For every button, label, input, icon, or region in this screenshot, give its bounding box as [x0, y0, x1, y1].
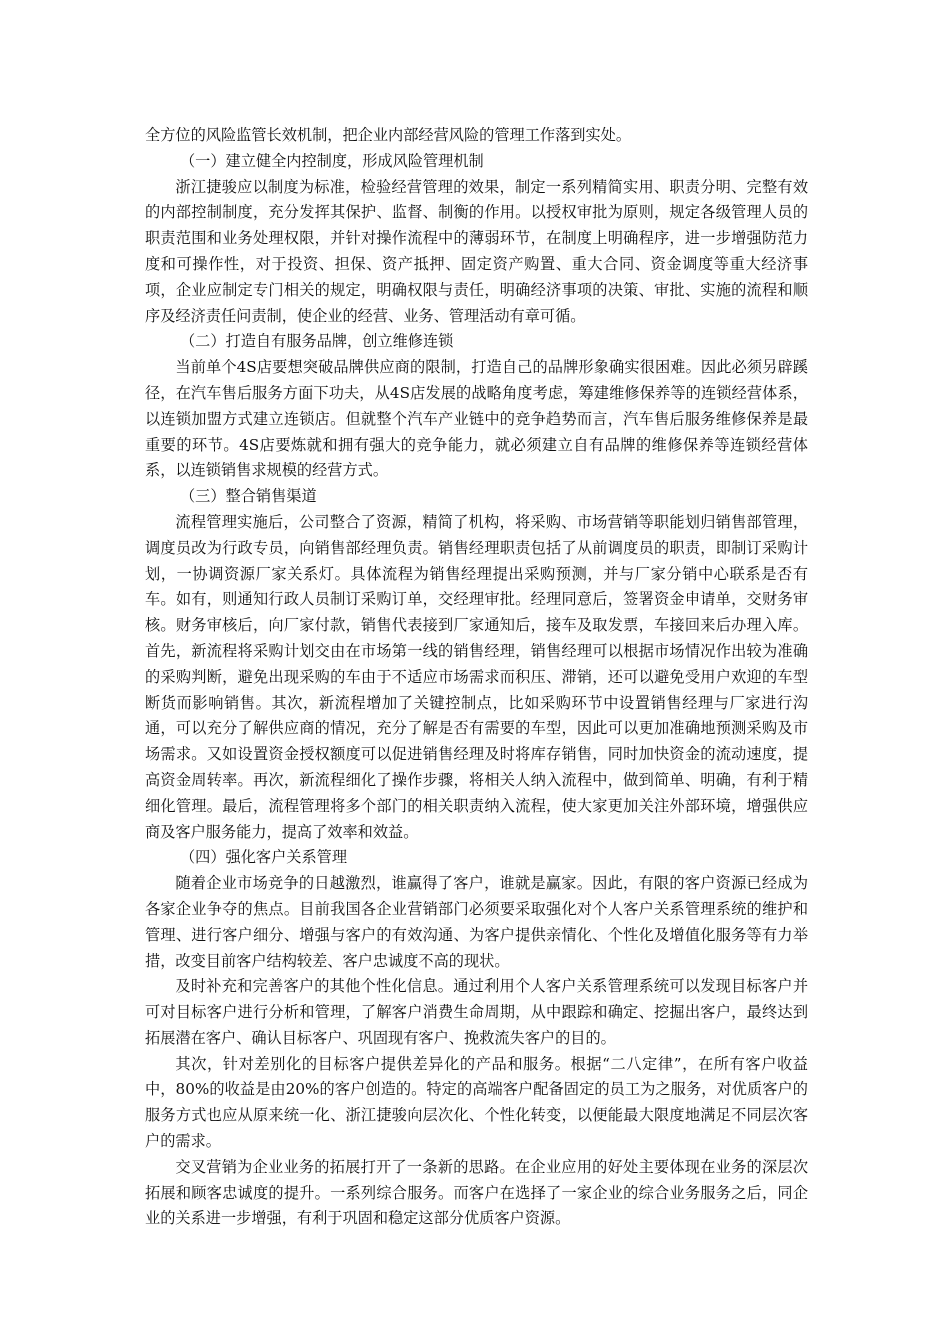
paragraph: 随着企业市场竞争的日越激烈，谁赢得了客户，谁就是赢家。因此，有限的客户资源已经成为各家企业争夺的焦点。目前我国各企业营销部门必须要采取强化对个人客户关系管理系统的维护和管理、进行客户细分、增强与客户的有效沟通、为客户提供亲情化、个性化及增值化服务等有力举措，改变目前客户结构较差、客户忠诚度不高的现状。: [145, 874, 808, 970]
paragraph: 其次，针对差别化的目标客户提供差异化的产品和服务。根据“二八定律”，在所有客户收益中，80%的收益是由20%的客户创造的。特定的高端客户配备固定的员工为之服务，对优质客户的服务方式也应从原来统一化、浙江捷骏向层次化、个性化转变，以便能最大限度地满足不同层次客户的需求。: [145, 1054, 808, 1151]
paragraph: 浙江捷骏应以制度为标准，检验经营管理的效果，制定一系列精简实用、职责分明、完整有效的内部控制制度，充分发挥其保护、监督、制衡的作用。以授权审批为原则，规定各级管理人员的职责范围和业务处理权限，并针对操作流程中的薄弱环节，在制度上明确程序，进一步增强防范力度和可操作性，对于投资、担保、资产抵押、固定资产购置、重大合同、资金调度等重大经济事项，企业应制定专门相关的规定，明确权限与责任，明确经济事项的决策、审批、实施的流程和顺序及经济责任问责制，使企业的经营、业务、管理活动有章可循。: [145, 177, 808, 325]
section-heading-4: （四）强化客户关系管理: [179, 848, 348, 867]
paragraph: 流程管理实施后，公司整合了资源，精简了机构，将采购、市场营销等职能划归销售部管理，调度员改为行政专员，向销售部经理负责。销售经理职责包括了从前调度员的职责，即制订采购计划，一协调资源厂家关系灯。具体流程为销售经理提出采购预测，并与厂家分销中心联系是否有车。如有，则通知行政人员制订采购订单，交经理审批。经理同意后，签署资金申请单，交财务审核。财务审核后，向厂家付款，销售代表接到厂家通知后，接车及取发票，车接回来后办理入库。首先，新流程将采购计划交由在市场第一线的销售经理，销售经理可以根据市场情况作出较为准确的采购判断，避免出现采购的车由于不适应市场需求而积压、滞销，还可以避免受用户欢迎的车型断货而影响销售。其次，新流程增加了关键控制点，比如采购环节中设置销售经理与厂家进行沟通，可以充分了解供应商的情况，充分了解是否有需要的车型，因此可以更加准确地预测采购及市场需求。又如设置资金授权额度可以促进销售经理及时将库存销售，同时加快资金的流动速度，提高资金周转率。再次，新流程细化了操作步骤，将相关人纳入流程中，做到简单、明确，有利于精细化管理。最后，流程管理将多个部门的相关职责纳入流程，使大家更加关注外部环境，增强供应商及客户服务能力，提高了效率和效益。: [145, 512, 808, 841]
paragraph-continued: 全方位的风险监管长效机制，把企业内部经营风险的管理工作落到实处。: [145, 126, 631, 144]
section-heading-1: （一）建立健全内控制度，形成风险管理机制: [179, 151, 484, 170]
section-heading-3: （三）整合销售渠道: [179, 487, 317, 506]
paragraph: 及时补充和完善客户的其他个性化信息。通过利用个人客户关系管理系统可以发现目标客户并可对目标客户进行分析和管理，了解客户消费生命周期，从中跟踪和确定、挖掘出客户，最终达到拓展潜在客户、确认目标客户、巩固现有客户、挽救流失客户的目的。: [145, 977, 808, 1047]
document-body: [145, 123, 808, 1232]
paragraph: 当前单个4S店要想突破品牌供应商的限制，打造自己的品牌形象确实很困难。因此必须另辟蹊径，在汽车售后服务方面下功夫，从4S店发展的战略角度考虑，筹建维修保养等的连锁经营体系，以连锁加盟方式建立连锁店。但就整个汽车产业链中的竞争趋势而言，汽车售后服务维修保养是最重要的环节。4S店要炼就和拥有强大的竞争能力，就必须建立自有品牌的维修保养等连锁经营体系，以连锁销售求规模的经营方式。: [145, 358, 808, 480]
section-heading-2: （二）打造自有服务品牌，创立维修连锁: [179, 332, 454, 351]
paragraph: 交叉营销为企业业务的拓展打开了一条新的思路。在企业应用的好处主要体现在业务的深层次拓展和顾客忠诚度的提升。一系列综合服务。而客户在选择了一家企业的综合业务服务之后，同企业的关系进一步增强，有利于巩固和稳定这部分优质客户资源。: [145, 1157, 808, 1228]
